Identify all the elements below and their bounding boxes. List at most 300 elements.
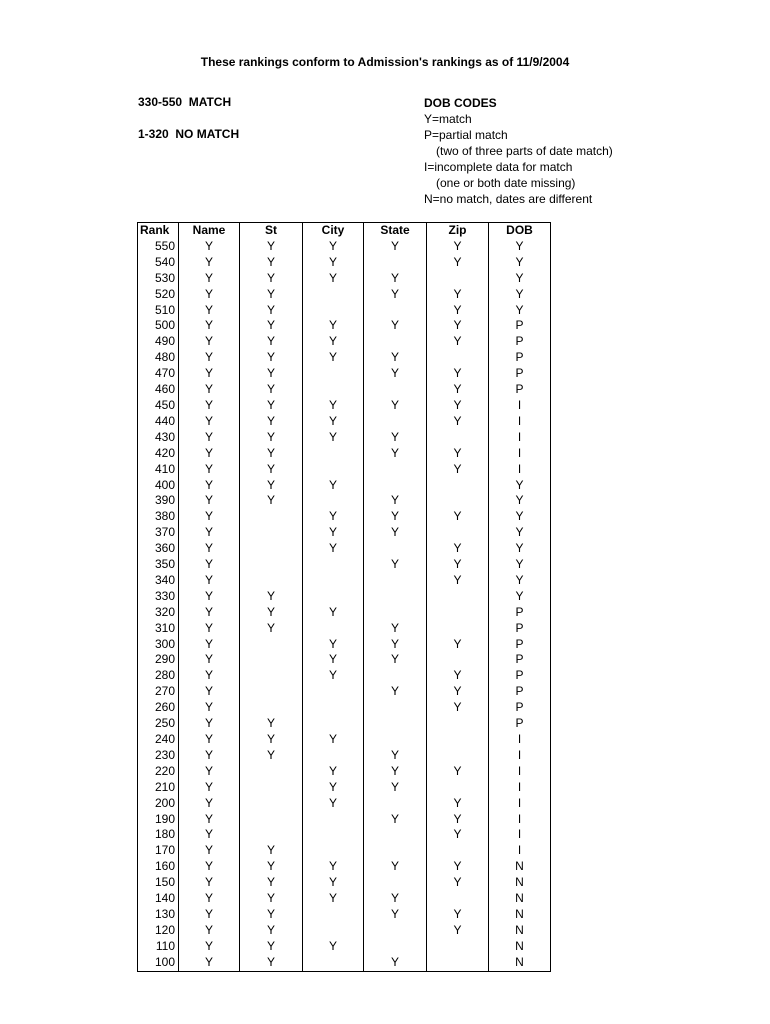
cell-st: Y xyxy=(240,589,303,605)
cell-city: Y xyxy=(303,430,364,446)
cell-name: Y xyxy=(179,684,240,700)
cell-zip xyxy=(427,716,489,732)
cell-name: Y xyxy=(179,652,240,668)
table-row xyxy=(138,318,551,334)
cell-state: Y xyxy=(364,287,427,303)
cell-city xyxy=(303,716,364,732)
cell-rank: 170 xyxy=(138,843,179,859)
cell-state xyxy=(364,732,427,748)
cell-dob: Y xyxy=(489,287,551,303)
cell-name: Y xyxy=(179,716,240,732)
cell-dob: P xyxy=(489,366,551,382)
cell-city xyxy=(303,684,364,700)
cell-rank: 340 xyxy=(138,573,179,589)
cell-dob: I xyxy=(489,796,551,812)
cell-name: Y xyxy=(179,875,240,891)
cell-zip: Y xyxy=(427,414,489,430)
cell-city xyxy=(303,748,364,764)
cell-st: Y xyxy=(240,493,303,509)
cell-dob: P xyxy=(489,652,551,668)
cell-dob: N xyxy=(489,939,551,955)
table-row xyxy=(138,239,551,255)
cell-city xyxy=(303,812,364,828)
cell-st: Y xyxy=(240,605,303,621)
cell-rank: 220 xyxy=(138,764,179,780)
cell-st: Y xyxy=(240,318,303,334)
cell-name: Y xyxy=(179,446,240,462)
cell-zip: Y xyxy=(427,764,489,780)
cell-name: Y xyxy=(179,382,240,398)
cell-state: Y xyxy=(364,684,427,700)
cell-dob: N xyxy=(489,875,551,891)
table-row xyxy=(138,764,551,780)
cell-state: Y xyxy=(364,812,427,828)
cell-rank: 540 xyxy=(138,255,179,271)
rankings-table-body xyxy=(138,239,551,971)
cell-name: Y xyxy=(179,350,240,366)
cell-st: Y xyxy=(240,716,303,732)
cell-st: Y xyxy=(240,446,303,462)
cell-city: Y xyxy=(303,414,364,430)
cell-zip xyxy=(427,430,489,446)
table-row xyxy=(138,668,551,684)
cell-dob: I xyxy=(489,780,551,796)
table-row xyxy=(138,573,551,589)
cell-st: Y xyxy=(240,859,303,875)
cell-name: Y xyxy=(179,780,240,796)
cell-dob: I xyxy=(489,446,551,462)
cell-zip: Y xyxy=(427,255,489,271)
table-row xyxy=(138,478,551,494)
cell-state xyxy=(364,827,427,843)
cell-dob: P xyxy=(489,716,551,732)
cell-city: Y xyxy=(303,334,364,350)
cell-rank: 290 xyxy=(138,652,179,668)
cell-dob: Y xyxy=(489,573,551,589)
column-header-name: Name xyxy=(179,223,240,239)
cell-zip xyxy=(427,271,489,287)
cell-st: Y xyxy=(240,907,303,923)
cell-city xyxy=(303,287,364,303)
cell-state xyxy=(364,382,427,398)
cell-name: Y xyxy=(179,541,240,557)
cell-state xyxy=(364,700,427,716)
cell-zip: Y xyxy=(427,796,489,812)
cell-st: Y xyxy=(240,382,303,398)
cell-city: Y xyxy=(303,509,364,525)
cell-st: Y xyxy=(240,334,303,350)
cell-zip xyxy=(427,350,489,366)
cell-rank: 250 xyxy=(138,716,179,732)
cell-st: Y xyxy=(240,255,303,271)
cell-rank: 460 xyxy=(138,382,179,398)
cell-rank: 100 xyxy=(138,955,179,971)
cell-city xyxy=(303,573,364,589)
cell-zip: Y xyxy=(427,557,489,573)
column-header-city: City xyxy=(303,223,364,239)
cell-zip: Y xyxy=(427,239,489,255)
cell-rank: 210 xyxy=(138,780,179,796)
cell-name: Y xyxy=(179,255,240,271)
cell-rank: 380 xyxy=(138,509,179,525)
cell-rank: 480 xyxy=(138,350,179,366)
cell-city xyxy=(303,493,364,509)
table-row xyxy=(138,939,551,955)
cell-dob: I xyxy=(489,462,551,478)
cell-state: Y xyxy=(364,907,427,923)
cell-st: Y xyxy=(240,923,303,939)
cell-dob: Y xyxy=(489,493,551,509)
cell-name: Y xyxy=(179,891,240,907)
cell-rank: 400 xyxy=(138,478,179,494)
cell-dob: P xyxy=(489,684,551,700)
table-row xyxy=(138,398,551,414)
cell-state: Y xyxy=(364,859,427,875)
cell-zip: Y xyxy=(427,366,489,382)
table-row xyxy=(138,875,551,891)
cell-st: Y xyxy=(240,398,303,414)
cell-dob: Y xyxy=(489,557,551,573)
dob-code-i-note: (one or both date missing) xyxy=(436,176,576,190)
table-row xyxy=(138,557,551,573)
cell-city: Y xyxy=(303,239,364,255)
cell-city xyxy=(303,446,364,462)
cell-st xyxy=(240,764,303,780)
match-range-label: 330-550 MATCH xyxy=(138,95,232,109)
cell-st: Y xyxy=(240,271,303,287)
cell-name: Y xyxy=(179,827,240,843)
table-row xyxy=(138,621,551,637)
table-row xyxy=(138,525,551,541)
cell-rank: 230 xyxy=(138,748,179,764)
cell-zip xyxy=(427,748,489,764)
cell-name: Y xyxy=(179,621,240,637)
cell-city xyxy=(303,557,364,573)
cell-name: Y xyxy=(179,955,240,971)
cell-city: Y xyxy=(303,875,364,891)
cell-dob: I xyxy=(489,764,551,780)
cell-dob: Y xyxy=(489,541,551,557)
cell-rank: 320 xyxy=(138,605,179,621)
cell-zip xyxy=(427,589,489,605)
cell-zip: Y xyxy=(427,637,489,653)
cell-dob: P xyxy=(489,621,551,637)
cell-name: Y xyxy=(179,239,240,255)
cell-state xyxy=(364,334,427,350)
table-row xyxy=(138,780,551,796)
cell-state: Y xyxy=(364,493,427,509)
cell-state: Y xyxy=(364,748,427,764)
cell-state xyxy=(364,668,427,684)
cell-zip: Y xyxy=(427,684,489,700)
cell-city xyxy=(303,955,364,971)
cell-zip: Y xyxy=(427,287,489,303)
cell-name: Y xyxy=(179,637,240,653)
cell-city: Y xyxy=(303,891,364,907)
table-row xyxy=(138,446,551,462)
cell-dob: P xyxy=(489,700,551,716)
dob-codes-legend xyxy=(424,95,613,207)
cell-st xyxy=(240,652,303,668)
table-row xyxy=(138,493,551,509)
cell-rank: 370 xyxy=(138,525,179,541)
table-row xyxy=(138,366,551,382)
cell-zip: Y xyxy=(427,573,489,589)
cell-city xyxy=(303,843,364,859)
column-header-dob: DOB xyxy=(489,223,551,239)
cell-rank: 260 xyxy=(138,700,179,716)
dob-code-p: P=partial match xyxy=(424,128,508,142)
cell-rank: 350 xyxy=(138,557,179,573)
cell-name: Y xyxy=(179,287,240,303)
cell-city: Y xyxy=(303,525,364,541)
cell-name: Y xyxy=(179,589,240,605)
table-row xyxy=(138,350,551,366)
cell-zip: Y xyxy=(427,700,489,716)
cell-zip: Y xyxy=(427,382,489,398)
cell-name: Y xyxy=(179,812,240,828)
cell-st xyxy=(240,637,303,653)
cell-state: Y xyxy=(364,366,427,382)
cell-dob: Y xyxy=(489,271,551,287)
cell-dob: P xyxy=(489,605,551,621)
cell-city: Y xyxy=(303,541,364,557)
cell-zip xyxy=(427,955,489,971)
cell-rank: 240 xyxy=(138,732,179,748)
cell-rank: 190 xyxy=(138,812,179,828)
cell-city: Y xyxy=(303,796,364,812)
cell-dob: Y xyxy=(489,303,551,319)
cell-st: Y xyxy=(240,748,303,764)
cell-rank: 390 xyxy=(138,493,179,509)
cell-city: Y xyxy=(303,668,364,684)
cell-st: Y xyxy=(240,239,303,255)
table-row xyxy=(138,255,551,271)
cell-name: Y xyxy=(179,509,240,525)
cell-city xyxy=(303,382,364,398)
cell-name: Y xyxy=(179,939,240,955)
cell-city: Y xyxy=(303,637,364,653)
cell-name: Y xyxy=(179,859,240,875)
table-row xyxy=(138,334,551,350)
table-row xyxy=(138,462,551,478)
cell-zip: Y xyxy=(427,668,489,684)
cell-zip: Y xyxy=(427,303,489,319)
table-row xyxy=(138,605,551,621)
cell-dob: P xyxy=(489,668,551,684)
cell-city: Y xyxy=(303,605,364,621)
cell-state: Y xyxy=(364,621,427,637)
cell-name: Y xyxy=(179,493,240,509)
cell-dob: P xyxy=(489,637,551,653)
cell-dob: Y xyxy=(489,239,551,255)
cell-state: Y xyxy=(364,955,427,971)
cell-zip: Y xyxy=(427,827,489,843)
table-header-row xyxy=(138,223,551,239)
cell-dob: I xyxy=(489,430,551,446)
cell-zip: Y xyxy=(427,923,489,939)
cell-city: Y xyxy=(303,652,364,668)
cell-dob: Y xyxy=(489,478,551,494)
cell-state: Y xyxy=(364,271,427,287)
cell-zip xyxy=(427,652,489,668)
cell-rank: 150 xyxy=(138,875,179,891)
cell-state xyxy=(364,796,427,812)
cell-state: Y xyxy=(364,430,427,446)
cell-zip: Y xyxy=(427,446,489,462)
table-row xyxy=(138,637,551,653)
cell-st xyxy=(240,557,303,573)
cell-city: Y xyxy=(303,780,364,796)
cell-zip: Y xyxy=(427,398,489,414)
cell-rank: 500 xyxy=(138,318,179,334)
cell-name: Y xyxy=(179,414,240,430)
table-row xyxy=(138,684,551,700)
table-row xyxy=(138,271,551,287)
cell-state xyxy=(364,303,427,319)
cell-city: Y xyxy=(303,398,364,414)
column-header-rank: Rank xyxy=(138,223,179,239)
table-row xyxy=(138,796,551,812)
cell-state xyxy=(364,875,427,891)
cell-zip xyxy=(427,605,489,621)
cell-st xyxy=(240,827,303,843)
rankings-table xyxy=(137,222,551,972)
cell-st: Y xyxy=(240,875,303,891)
cell-rank: 550 xyxy=(138,239,179,255)
cell-rank: 130 xyxy=(138,907,179,923)
cell-dob: P xyxy=(489,382,551,398)
cell-city: Y xyxy=(303,318,364,334)
cell-name: Y xyxy=(179,843,240,859)
cell-rank: 410 xyxy=(138,462,179,478)
cell-city xyxy=(303,303,364,319)
cell-state: Y xyxy=(364,525,427,541)
cell-city xyxy=(303,621,364,637)
cell-name: Y xyxy=(179,557,240,573)
cell-rank: 330 xyxy=(138,589,179,605)
cell-state: Y xyxy=(364,509,427,525)
table-row xyxy=(138,430,551,446)
cell-dob: P xyxy=(489,350,551,366)
dob-code-y: Y=match xyxy=(424,112,472,126)
cell-st xyxy=(240,573,303,589)
cell-name: Y xyxy=(179,796,240,812)
cell-name: Y xyxy=(179,478,240,494)
cell-dob: N xyxy=(489,907,551,923)
cell-dob: Y xyxy=(489,589,551,605)
cell-name: Y xyxy=(179,668,240,684)
dob-code-p-note: (two of three parts of date match) xyxy=(436,144,613,158)
cell-state: Y xyxy=(364,318,427,334)
cell-st xyxy=(240,796,303,812)
table-row xyxy=(138,287,551,303)
cell-name: Y xyxy=(179,748,240,764)
dob-codes-header: DOB CODES xyxy=(424,96,497,110)
cell-name: Y xyxy=(179,430,240,446)
cell-st: Y xyxy=(240,891,303,907)
cell-st xyxy=(240,541,303,557)
cell-dob: N xyxy=(489,923,551,939)
cell-zip: Y xyxy=(427,875,489,891)
cell-rank: 360 xyxy=(138,541,179,557)
cell-name: Y xyxy=(179,907,240,923)
cell-state: Y xyxy=(364,764,427,780)
table-row xyxy=(138,716,551,732)
cell-zip xyxy=(427,939,489,955)
table-row xyxy=(138,303,551,319)
cell-city: Y xyxy=(303,271,364,287)
cell-st: Y xyxy=(240,350,303,366)
cell-zip xyxy=(427,493,489,509)
cell-name: Y xyxy=(179,318,240,334)
cell-state xyxy=(364,462,427,478)
cell-rank: 440 xyxy=(138,414,179,430)
cell-rank: 490 xyxy=(138,334,179,350)
cell-st: Y xyxy=(240,414,303,430)
cell-name: Y xyxy=(179,525,240,541)
cell-rank: 120 xyxy=(138,923,179,939)
cell-zip xyxy=(427,478,489,494)
cell-state xyxy=(364,923,427,939)
cell-st xyxy=(240,812,303,828)
cell-st: Y xyxy=(240,478,303,494)
cell-rank: 520 xyxy=(138,287,179,303)
cell-rank: 270 xyxy=(138,684,179,700)
cell-dob: N xyxy=(489,891,551,907)
cell-st: Y xyxy=(240,732,303,748)
cell-state xyxy=(364,716,427,732)
cell-rank: 300 xyxy=(138,637,179,653)
cell-rank: 140 xyxy=(138,891,179,907)
cell-st xyxy=(240,684,303,700)
no-match-range-label: 1-320 NO MATCH xyxy=(138,127,240,141)
cell-rank: 510 xyxy=(138,303,179,319)
cell-rank: 430 xyxy=(138,430,179,446)
cell-name: Y xyxy=(179,700,240,716)
cell-zip: Y xyxy=(427,541,489,557)
cell-name: Y xyxy=(179,303,240,319)
cell-city: Y xyxy=(303,859,364,875)
cell-st: Y xyxy=(240,303,303,319)
cell-rank: 280 xyxy=(138,668,179,684)
cell-state: Y xyxy=(364,239,427,255)
cell-st: Y xyxy=(240,287,303,303)
cell-state: Y xyxy=(364,652,427,668)
cell-dob: I xyxy=(489,812,551,828)
cell-rank: 160 xyxy=(138,859,179,875)
column-header-st: St xyxy=(240,223,303,239)
cell-state xyxy=(364,589,427,605)
cell-dob: Y xyxy=(489,255,551,271)
cell-name: Y xyxy=(179,271,240,287)
cell-name: Y xyxy=(179,462,240,478)
table-row xyxy=(138,843,551,859)
cell-name: Y xyxy=(179,605,240,621)
cell-state xyxy=(364,541,427,557)
cell-dob: I xyxy=(489,732,551,748)
cell-city xyxy=(303,366,364,382)
cell-dob: P xyxy=(489,318,551,334)
cell-zip xyxy=(427,891,489,907)
cell-zip: Y xyxy=(427,509,489,525)
cell-zip xyxy=(427,780,489,796)
cell-dob: Y xyxy=(489,525,551,541)
cell-dob: N xyxy=(489,859,551,875)
cell-city xyxy=(303,907,364,923)
cell-name: Y xyxy=(179,334,240,350)
dob-code-i: I=incomplete data for match xyxy=(424,160,573,174)
